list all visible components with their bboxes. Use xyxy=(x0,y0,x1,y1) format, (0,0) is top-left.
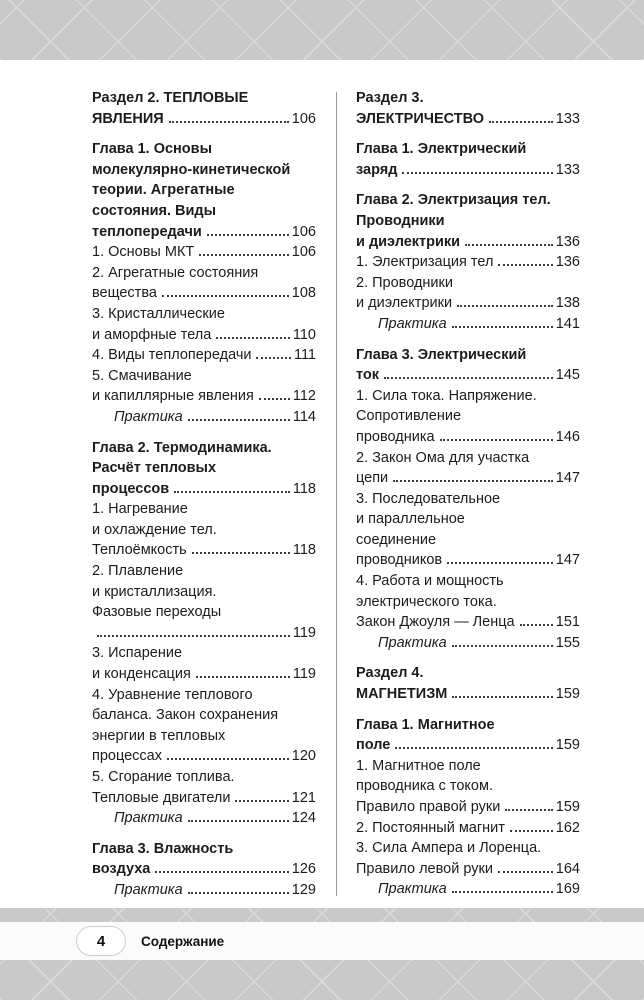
toc-line-with-page xyxy=(356,427,580,448)
toc-line-with-page xyxy=(92,386,316,407)
toc-entry-chapter xyxy=(92,139,316,242)
toc-entry-text: процессах xyxy=(92,748,163,765)
toc-page-number: 119 xyxy=(292,666,316,683)
toc-entry-text: проводника xyxy=(356,428,435,445)
toc-entry-text: и диэлектрики xyxy=(356,295,453,312)
toc-line-with-page xyxy=(92,109,316,130)
toc-line: Глава 1. Основы xyxy=(92,141,212,158)
footer-section-label: Содержание xyxy=(141,933,225,949)
toc-page-number: 147 xyxy=(555,470,580,487)
toc-line: энергии в тепловых xyxy=(92,727,226,744)
toc-page-number: 118 xyxy=(292,542,316,559)
dot-leader xyxy=(452,645,553,647)
toc-line-with-page xyxy=(356,633,580,654)
toc-entry-text: Теплоёмкость xyxy=(92,542,187,559)
toc-entry-item xyxy=(356,818,580,839)
toc-line-with-page xyxy=(356,365,580,386)
toc-entry-text: 2. Постоянный магнит xyxy=(356,819,505,836)
toc-entry-practice xyxy=(356,633,580,654)
toc-line: 2. Закон Ома для участка xyxy=(356,449,530,466)
toc-line: Раздел 2. ТЕПЛОВЫЕ xyxy=(92,90,249,106)
toc-page-number: 112 xyxy=(292,388,316,405)
toc-entry-chapter xyxy=(356,715,580,756)
toc-page-number: 133 xyxy=(555,161,580,178)
toc-line: Раздел 3. xyxy=(356,90,424,106)
toc-line: 2. Агрегатные состояния xyxy=(92,264,259,281)
toc-line: Глава 1. Электрический xyxy=(356,141,527,158)
toc-line-with-page xyxy=(92,242,316,263)
toc-entry-item xyxy=(356,252,580,273)
toc-line-with-page xyxy=(92,407,316,428)
toc-line: Сопротивление xyxy=(356,408,462,425)
toc-page-number: 136 xyxy=(555,254,580,271)
bottom-margin-band xyxy=(0,908,644,1000)
toc-entry-item xyxy=(92,499,316,561)
toc-entry-item xyxy=(92,304,316,345)
toc-entry-item xyxy=(356,448,580,489)
toc-line: 3. Последовательное xyxy=(356,490,501,507)
toc-line: 3. Кристаллические xyxy=(92,305,225,322)
toc-line: состояния. Виды xyxy=(92,202,216,219)
toc-page-number: 151 xyxy=(555,614,580,631)
toc-line: и кристаллизация. xyxy=(92,583,217,600)
toc-entry-text: 4. Виды теплопередачи xyxy=(92,347,252,364)
toc-entry-text: процессов xyxy=(92,480,170,497)
toc-line-with-page xyxy=(92,623,316,644)
toc-entry-practice xyxy=(92,808,316,829)
toc-line: и охлаждение тел. xyxy=(92,521,217,538)
toc-page-number: 164 xyxy=(555,860,580,877)
top-margin-band xyxy=(0,0,644,60)
toc-line-with-page xyxy=(92,788,316,809)
toc-line: 2. Плавление xyxy=(92,563,184,580)
dot-leader xyxy=(259,398,290,400)
toc-page-number: 106 xyxy=(291,244,316,261)
toc-entry-chapter xyxy=(92,839,316,880)
toc-line: 1. Сила тока. Напряжение. xyxy=(356,387,537,404)
toc-line-with-page xyxy=(92,880,316,901)
page-number-badge xyxy=(76,926,126,956)
dot-leader xyxy=(465,244,553,246)
toc-line: электрического тока. xyxy=(356,593,497,610)
toc-entry-text: проводников xyxy=(356,552,443,569)
dot-leader xyxy=(162,295,289,297)
toc-entry-text: Практика xyxy=(114,810,183,827)
toc-entry-text: Практика xyxy=(378,634,447,651)
toc-entry-text: и диэлектрики xyxy=(356,233,461,250)
toc-entry-text: МАГНЕТИЗМ xyxy=(356,686,448,703)
toc-entry-item xyxy=(356,571,580,633)
dot-leader xyxy=(97,635,290,637)
toc-entry-item xyxy=(92,685,316,767)
toc-page-number: 120 xyxy=(291,748,316,765)
toc-entry-text: и аморфные тела xyxy=(92,326,212,343)
toc-entry-practice xyxy=(92,880,316,901)
toc-line-with-page xyxy=(356,879,580,900)
dot-leader xyxy=(155,871,288,873)
toc-line-with-page xyxy=(356,232,580,253)
dot-leader xyxy=(489,121,553,123)
toc-entry-item xyxy=(356,489,580,571)
dot-leader xyxy=(188,892,289,894)
toc-entry-item xyxy=(356,756,580,818)
toc-line-with-page xyxy=(356,109,580,130)
dot-leader xyxy=(452,696,552,698)
toc-line: Глава 2. Термодинамика. xyxy=(92,439,272,456)
toc-line-with-page xyxy=(92,325,316,346)
toc-line-with-page xyxy=(356,859,580,880)
toc-entry-text: цепи xyxy=(356,470,389,487)
toc-line-with-page xyxy=(356,293,580,314)
footer xyxy=(0,922,644,960)
toc-page-number: 159 xyxy=(555,686,580,703)
dot-leader xyxy=(452,891,553,893)
toc-page-number: 138 xyxy=(555,295,580,312)
toc-line-with-page xyxy=(92,746,316,767)
toc-line: и параллельное xyxy=(356,511,465,528)
toc-page-number: 124 xyxy=(291,810,316,827)
toc-entry-text: воздуха xyxy=(92,861,151,878)
toc-line-with-page xyxy=(92,479,316,500)
toc-line: 1. Магнитное поле xyxy=(356,757,481,774)
toc-column-left xyxy=(92,88,316,908)
toc-line: Глава 3. Электрический xyxy=(356,346,527,363)
toc-entry-chapter xyxy=(356,190,580,252)
toc-line-with-page xyxy=(92,222,316,243)
toc-page-number: 106 xyxy=(291,110,316,127)
toc-page-number: 147 xyxy=(555,552,580,569)
toc-entry-text: поле xyxy=(356,737,391,754)
toc-page-number: 118 xyxy=(292,480,316,497)
toc-page-number: 141 xyxy=(555,315,580,332)
dot-leader xyxy=(256,357,290,359)
toc-line-with-page xyxy=(356,314,580,335)
dot-leader xyxy=(498,871,553,873)
toc-line: баланса. Закон сохранения xyxy=(92,707,279,724)
dot-leader xyxy=(199,254,289,256)
toc-page-number: 121 xyxy=(291,789,316,806)
toc-line-with-page xyxy=(356,252,580,273)
toc-entry-chapter xyxy=(356,139,580,180)
toc-entry-text: Практика xyxy=(378,315,447,332)
toc-entry-item xyxy=(92,242,316,263)
dot-leader xyxy=(384,377,553,379)
toc-entry-text: 1. Электризация тел xyxy=(356,254,494,271)
toc-page-number: 155 xyxy=(555,634,580,651)
dot-leader xyxy=(402,172,552,174)
toc-entry-text: теплопередачи xyxy=(92,223,202,240)
toc-entry-section xyxy=(356,88,580,129)
toc-line-with-page xyxy=(356,550,580,571)
toc-line: Глава 1. Магнитное xyxy=(356,716,495,733)
toc-entry-item xyxy=(356,273,580,314)
toc-entry-section xyxy=(92,88,316,129)
toc-line: 5. Сгорание топлива. xyxy=(92,769,235,785)
toc-page-number: 110 xyxy=(292,326,316,343)
toc-page-number: 106 xyxy=(291,223,316,240)
dot-leader xyxy=(457,305,553,307)
toc-entry-text: ЯВЛЕНИЯ xyxy=(92,110,164,127)
toc-line: 3. Сила Ампера и Лоренца. xyxy=(356,840,542,857)
toc-entry-item xyxy=(92,366,316,407)
toc-entry-item xyxy=(92,643,316,684)
toc-line: проводника с током. xyxy=(356,778,493,795)
toc-entry-chapter xyxy=(92,438,316,500)
toc-entry-section xyxy=(356,663,580,704)
toc-page-number: 126 xyxy=(291,861,316,878)
toc-line: молекулярно-кинетической xyxy=(92,161,291,178)
dot-leader xyxy=(447,562,553,564)
toc-entry-text: и капиллярные явления xyxy=(92,388,254,405)
toc-entry-item xyxy=(92,345,316,366)
toc-line: 4. Уравнение теплового xyxy=(92,686,253,703)
dot-leader xyxy=(192,552,290,554)
toc-page-number: 159 xyxy=(555,799,580,815)
toc-page-number: 111 xyxy=(293,347,316,364)
toc-line-with-page xyxy=(92,283,316,304)
toc-line: Глава 3. Влажность xyxy=(92,840,234,857)
toc-entry-chapter xyxy=(356,345,580,386)
dot-leader xyxy=(498,264,552,266)
toc-line: 5. Смачивание xyxy=(92,367,192,384)
toc-line: 1. Нагревание xyxy=(92,501,188,518)
toc-entry-text: вещества xyxy=(92,285,157,302)
toc-line: Раздел 4. xyxy=(356,665,424,682)
dot-leader xyxy=(235,800,288,802)
toc-page-number: 159 xyxy=(555,737,580,754)
toc-entry-item xyxy=(356,838,580,879)
toc-page-number: 119 xyxy=(292,624,316,641)
dot-leader xyxy=(520,624,553,626)
dot-leader xyxy=(440,439,553,441)
toc-line-with-page xyxy=(92,345,316,366)
toc-page-number: 133 xyxy=(555,110,580,127)
dot-leader xyxy=(216,337,290,339)
toc-line-with-page xyxy=(92,808,316,829)
column-divider xyxy=(336,92,337,896)
dot-leader xyxy=(188,419,290,421)
toc-line: соединение xyxy=(356,531,437,548)
toc-entry-item xyxy=(92,767,316,808)
dot-leader xyxy=(505,809,552,811)
toc-line: Проводники xyxy=(356,212,445,229)
dot-leader xyxy=(207,234,289,236)
toc-entry-practice xyxy=(356,314,580,335)
toc-line: Глава 2. Электризация тел. xyxy=(356,192,551,209)
toc-entry-text: 1. Основы МКТ xyxy=(92,244,195,261)
toc-column-right xyxy=(356,88,580,908)
toc-line-with-page xyxy=(92,859,316,880)
toc-page-number: 136 xyxy=(555,233,580,250)
toc-entry-text: и конденсация xyxy=(92,666,191,683)
dot-leader xyxy=(452,326,553,328)
dot-leader xyxy=(395,747,552,749)
toc-line: 4. Работа и мощность xyxy=(356,573,504,590)
toc-page-number: 169 xyxy=(555,881,580,898)
toc-entry-text: Тепловые двигатели xyxy=(92,789,231,806)
toc-line: Фазовые переходы xyxy=(92,604,222,621)
dot-leader xyxy=(510,830,553,832)
toc-line-with-page xyxy=(356,684,580,705)
dot-leader xyxy=(169,121,289,123)
toc-page-number: 108 xyxy=(291,285,316,302)
toc-entry-text: заряд xyxy=(356,161,398,178)
toc-entry-text: ток xyxy=(356,367,380,384)
toc-entry-practice xyxy=(92,407,316,428)
dot-leader xyxy=(167,758,289,760)
toc-entry-item xyxy=(356,386,580,448)
toc-entry-text: Правило правой руки xyxy=(356,799,501,815)
toc-line-with-page xyxy=(356,468,580,489)
dot-leader xyxy=(188,820,289,822)
toc-line-with-page xyxy=(92,540,316,561)
toc-page-number: 114 xyxy=(292,408,316,425)
toc-entry-item xyxy=(92,561,316,643)
toc-line: Расчёт тепловых xyxy=(92,460,217,477)
dot-leader xyxy=(196,676,290,678)
toc-entry-text: Практика xyxy=(114,408,183,425)
toc-line-with-page xyxy=(356,797,580,818)
toc-entry-text: Практика xyxy=(378,881,447,898)
toc-page-number: 145 xyxy=(555,367,580,384)
toc-entry-text: Правило левой руки xyxy=(356,860,493,877)
toc-entry-item xyxy=(92,263,316,304)
toc-line-with-page xyxy=(92,664,316,685)
toc-entry-text: ЭЛЕКТРИЧЕСТВО xyxy=(356,110,484,127)
toc-entry-text: Закон Джоуля — Ленца xyxy=(356,614,515,631)
toc-line-with-page xyxy=(356,612,580,633)
toc-line: 2. Проводники xyxy=(356,274,453,291)
toc-line-with-page xyxy=(356,160,580,181)
toc-line-with-page xyxy=(356,818,580,839)
toc-page-number: 146 xyxy=(555,428,580,445)
toc-line: теории. Агрегатные xyxy=(92,182,235,199)
toc-line-with-page xyxy=(356,735,580,756)
page-number: 4 xyxy=(96,932,106,950)
dot-leader xyxy=(393,480,553,482)
toc-line: 3. Испарение xyxy=(92,645,183,662)
dot-leader xyxy=(174,491,290,493)
toc-page-number: 162 xyxy=(555,819,580,836)
toc-entry-practice xyxy=(356,879,580,900)
table-of-contents xyxy=(0,60,644,908)
toc-entry-text: Практика xyxy=(114,881,183,898)
toc-page-number: 129 xyxy=(291,881,316,898)
